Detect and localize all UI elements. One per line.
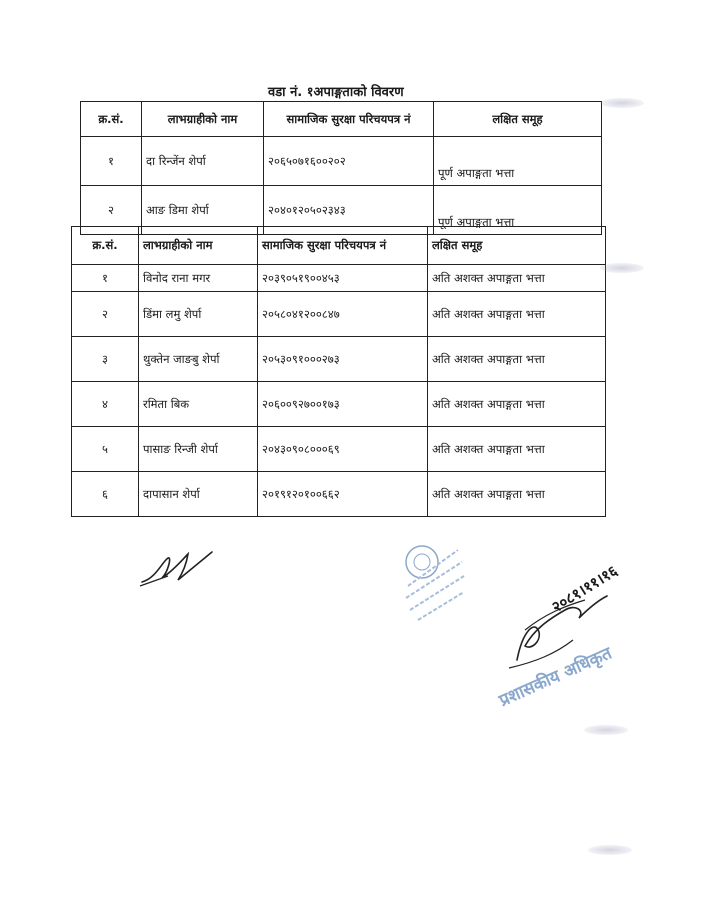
cell-name: डिंमा लमु शेर्पा bbox=[139, 292, 258, 337]
smudge bbox=[584, 725, 628, 735]
table-header-row bbox=[81, 102, 602, 137]
cell-serial: १ bbox=[72, 265, 139, 292]
header-beneficiary-name: लाभग्राहीको नाम bbox=[142, 102, 264, 137]
cell-serial: ४ bbox=[72, 382, 139, 427]
table-row bbox=[72, 427, 606, 472]
cell-id: २०५३०९१०००२७३ bbox=[258, 337, 428, 382]
cell-serial: ५ bbox=[72, 427, 139, 472]
cell-group: अति अशक्त अपाङ्गता भत्ता bbox=[428, 427, 606, 472]
header-beneficiary-name: लाभग्राहीको नाम bbox=[139, 227, 258, 265]
cell-name: दा रिन्जेंन शेर्पा bbox=[142, 137, 264, 186]
beneficiary-table-severe-disability bbox=[71, 226, 606, 517]
cell-id: २०४०१२०५०२३४३ bbox=[264, 186, 434, 235]
cell-group: अति अशक्त अपाङ्गता भत्ता bbox=[428, 382, 606, 427]
cell-serial: १ bbox=[81, 137, 142, 186]
designation-stamp: प्रशासकीय अधिकृत bbox=[496, 643, 615, 712]
table-header-row bbox=[72, 227, 606, 265]
table-row bbox=[81, 137, 602, 186]
table-row bbox=[72, 337, 606, 382]
cell-serial: २ bbox=[72, 292, 139, 337]
cell-name: विनोद राना मगर bbox=[139, 265, 258, 292]
smudge bbox=[588, 845, 632, 855]
cell-id: २०३९०५१९००४५३ bbox=[258, 265, 428, 292]
cell-group: पूर्ण अपाङ्गता भत्ता bbox=[434, 186, 602, 235]
cell-name: थुक्तेन जाङबु शेर्पा bbox=[139, 337, 258, 382]
cell-group: अति अशक्त अपाङ्गता भत्ता bbox=[428, 472, 606, 517]
cell-serial: ३ bbox=[72, 337, 139, 382]
cell-name: दापासान शेर्पा bbox=[139, 472, 258, 517]
cell-serial: ६ bbox=[72, 472, 139, 517]
official-stamp bbox=[388, 540, 468, 640]
cell-id: २०५८०४१२००८४७ bbox=[258, 292, 428, 337]
cell-id: २०१९१२०१००६६२ bbox=[258, 472, 428, 517]
table-row bbox=[72, 472, 606, 517]
table-row bbox=[72, 292, 606, 337]
cell-name: आङ डिमा शेर्पा bbox=[142, 186, 264, 235]
header-serial: क्र.सं. bbox=[81, 102, 142, 137]
cell-id: २०४३०९०८०००६९ bbox=[258, 427, 428, 472]
cell-group: अति अशक्त अपाङ्गता भत्ता bbox=[428, 292, 606, 337]
table-row bbox=[72, 382, 606, 427]
header-social-security-id: सामाजिक सुरक्षा परिचयपत्र नं bbox=[264, 102, 434, 137]
header-social-security-id: सामाजिक सुरक्षा परिचयपत्र नं bbox=[258, 227, 428, 265]
cell-name: रमिता बिक bbox=[139, 382, 258, 427]
table-row bbox=[72, 265, 606, 292]
cell-id: २०६५०७१६००२०२ bbox=[264, 137, 434, 186]
cell-serial: २ bbox=[81, 186, 142, 235]
cell-id: २०६००९२७००१७३ bbox=[258, 382, 428, 427]
signature-left bbox=[138, 548, 218, 588]
cell-name: पासाङ रिन्जी शेर्पा bbox=[139, 427, 258, 472]
header-serial: क्र.सं. bbox=[72, 227, 139, 265]
document-title: वडा नं. १अपाङ्गताको विवरण bbox=[268, 85, 404, 100]
beneficiary-table-full-disability bbox=[80, 101, 602, 235]
cell-group: अति अशक्त अपाङ्गता भत्ता bbox=[428, 337, 606, 382]
smudge bbox=[600, 263, 644, 273]
smudge bbox=[600, 98, 644, 108]
cell-group: पूर्ण अपाङ्गता भत्ता bbox=[434, 137, 602, 186]
cell-group: अति अशक्त अपाङ्गता भत्ता bbox=[428, 265, 606, 292]
header-target-group: लक्षित समूह bbox=[428, 227, 606, 265]
signature-date: २०८१।११।१६ bbox=[548, 561, 621, 617]
header-target-group: लक्षित समूह bbox=[434, 102, 602, 137]
